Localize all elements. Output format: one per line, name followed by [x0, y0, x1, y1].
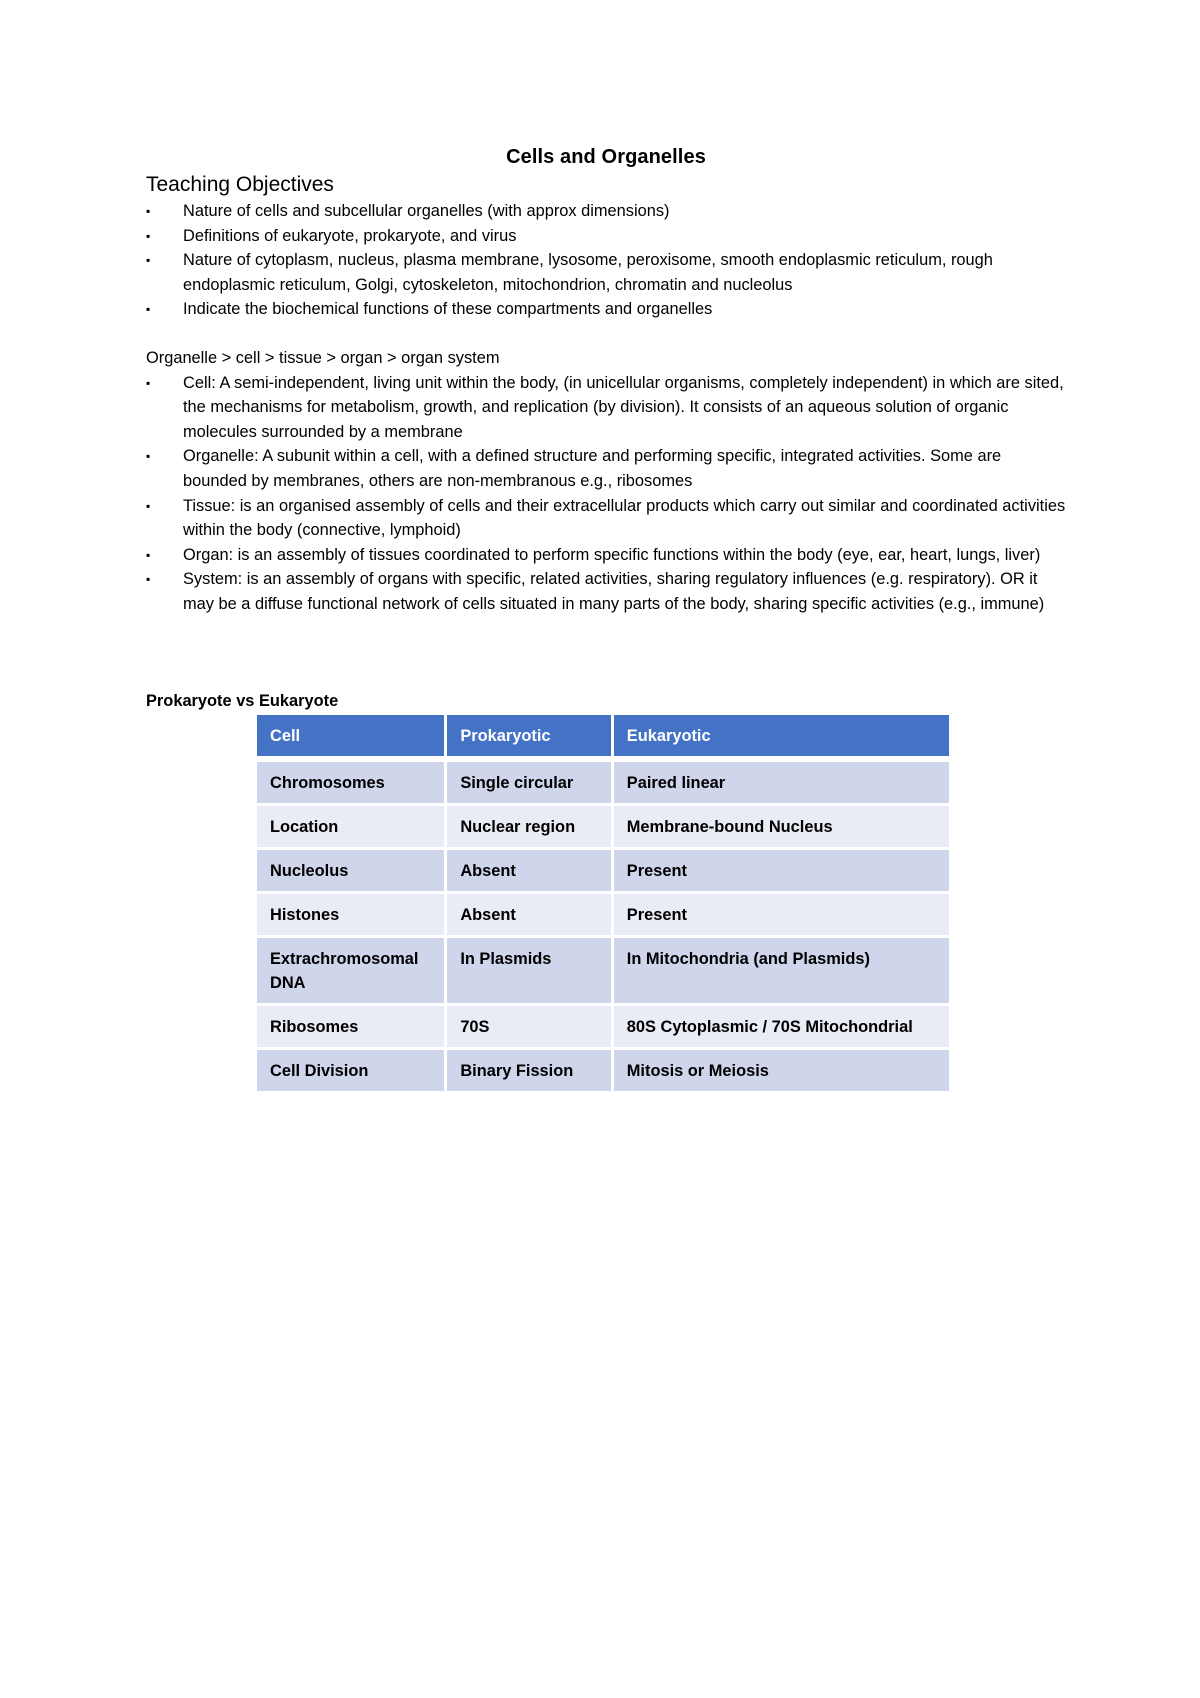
- table-cell: Chromosomes: [257, 762, 444, 803]
- objectives-heading: Teaching Objectives: [146, 173, 334, 196]
- list-item: [146, 224, 1066, 249]
- list-item: [146, 444, 1066, 493]
- list-item-text: Indicate the biochemical functions of these compartments and organelles: [183, 300, 713, 319]
- table-cell: Membrane-bound Nucleus: [614, 806, 949, 847]
- list-item: [146, 297, 1066, 322]
- list-item-text: Definitions of eukaryote, prokaryote, and virus: [183, 226, 517, 245]
- list-item: [146, 543, 1066, 568]
- list-item: [146, 371, 1066, 445]
- comparison-table: [254, 712, 952, 1094]
- table-row: [257, 894, 949, 935]
- bullet-icon: ▪: [146, 302, 151, 317]
- table-cell: Mitosis or Meiosis: [614, 1050, 949, 1091]
- bullet-icon: ▪: [146, 498, 151, 513]
- table-row: [257, 1006, 949, 1047]
- table-row: [257, 850, 949, 891]
- list-item-text: Organ: is an assembly of tissues coordinated to perform specific functions within the body (eye, ear, heart, lungs, liver): [183, 545, 1041, 564]
- table-cell: 80S Cytoplasmic / 70S Mitochondrial: [614, 1006, 949, 1047]
- list-item: [146, 567, 1066, 616]
- bullet-icon: ▪: [146, 228, 151, 243]
- document-page: [146, 146, 1066, 1094]
- hierarchy-line: Organelle > cell > tissue > organ > organ system: [146, 348, 500, 367]
- table-cell: Present: [614, 894, 949, 935]
- table-header-cell: Eukaryotic: [614, 715, 949, 756]
- table-caption: Prokaryote vs Eukaryote: [146, 691, 339, 710]
- bullet-icon: ▪: [146, 572, 151, 587]
- table-header-cell: Cell: [257, 715, 444, 756]
- table-cell: Present: [614, 850, 949, 891]
- table-cell: Nucleolus: [257, 850, 444, 891]
- definitions-list: [146, 371, 1066, 617]
- table-row: [257, 938, 949, 1003]
- table-row: [257, 762, 949, 803]
- list-item-text: Cell: A semi-independent, living unit within the body, (in unicellular organisms, completely independent) in which are sited, the mechanisms for metabolism, growth, and replication (by division). It consists of an aqueous solution of organic molecules surrounded by a membrane: [183, 373, 1064, 441]
- table-cell: Ribosomes: [257, 1006, 444, 1047]
- list-item: [146, 199, 1066, 224]
- table-cell: Absent: [447, 850, 610, 891]
- bullet-icon: ▪: [146, 547, 151, 562]
- list-item: [146, 494, 1066, 543]
- document-title: Cells and Organelles: [506, 146, 706, 168]
- list-item-text: Nature of cells and subcellular organelles (with approx dimensions): [183, 202, 670, 220]
- bullet-icon: ▪: [146, 204, 151, 218]
- bullet-icon: ▪: [146, 375, 151, 390]
- table-cell: Histones: [257, 894, 444, 935]
- list-item: [146, 248, 1066, 297]
- list-item-text: Tissue: is an organised assembly of cells and their extracellular products which carry out similar and coordinated activities within the body (connective, lymphoid): [183, 496, 1066, 540]
- table-cell: Single circular: [447, 762, 610, 803]
- bullet-icon: ▪: [146, 449, 151, 464]
- table-cell: Cell Division: [257, 1050, 444, 1091]
- table-cell: Nuclear region: [447, 806, 610, 847]
- table-cell: In Plasmids: [447, 938, 610, 1003]
- objectives-list: [146, 199, 1066, 322]
- table-cell: Extrachromosomal DNA: [257, 938, 444, 1003]
- table-cell: Paired linear: [614, 762, 949, 803]
- list-item-text: Nature of cytoplasm, nucleus, plasma membrane, lysosome, peroxisome, smooth endoplasmic reticulum, rough endoplasmic reticulum, Golgi, cytoskeleton, mitochondrion, chromatin and nucleolus: [183, 251, 993, 294]
- table-row: [257, 1050, 949, 1091]
- table-cell: Absent: [447, 894, 610, 935]
- table-header-cell: Prokaryotic: [447, 715, 610, 756]
- bullet-icon: ▪: [146, 253, 151, 268]
- table-cell: Location: [257, 806, 444, 847]
- list-item-text: System: is an assembly of organs with specific, related activities, sharing regulatory influences (e.g. respiratory). OR it may be a diffuse functional network of cells situated in many parts of the body, sharing specific activities (e.g., immune): [183, 570, 1045, 613]
- table-header-row: [257, 715, 949, 756]
- table-row: [257, 806, 949, 847]
- list-item-text: Organelle: A subunit within a cell, with a defined structure and performing specific, integrated activities. Some are bounded by membranes, others are non-membranous e.g., ribosomes: [183, 447, 1002, 490]
- table-cell: Binary Fission: [447, 1050, 610, 1091]
- table-cell: 70S: [447, 1006, 610, 1047]
- table-cell: In Mitochondria (and Plasmids): [614, 938, 949, 1003]
